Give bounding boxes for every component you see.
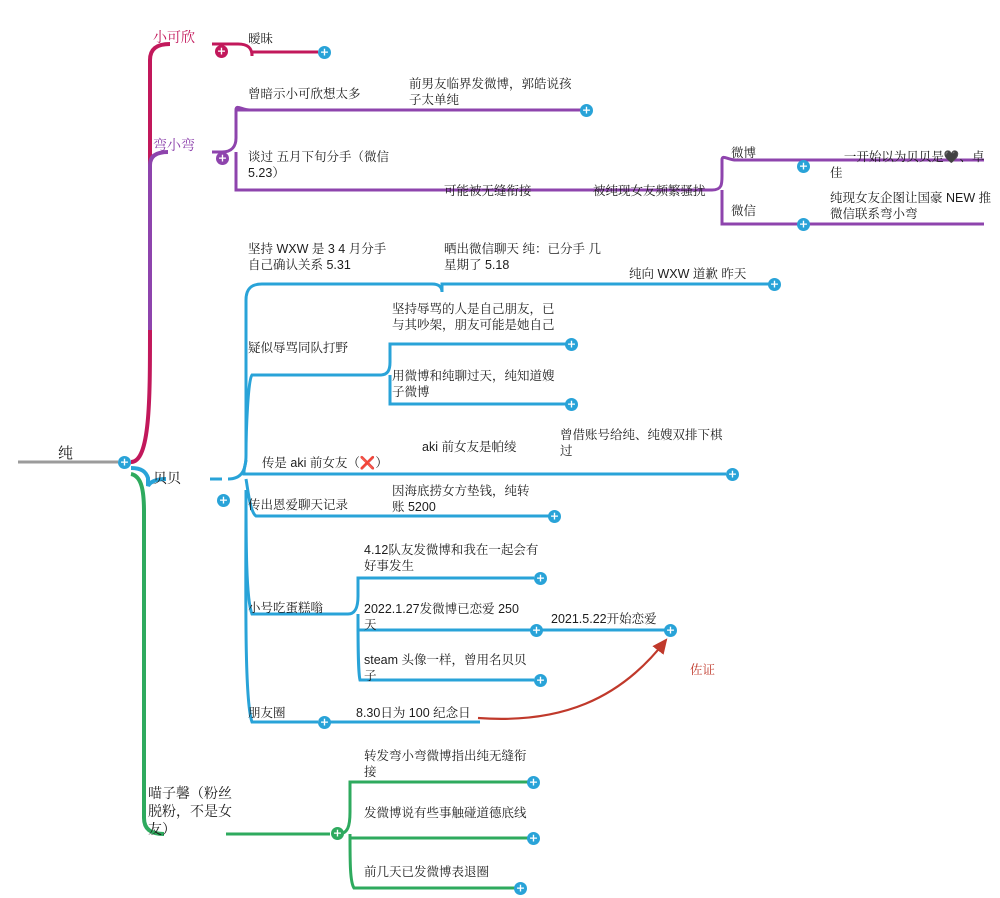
node-teammate-weibo-412[interactable]: 4.12队友发微博和我在一起会有好事发生 — [364, 543, 539, 573]
node-apology-wxw[interactable]: 纯向 WXW 道歉 昨天 — [629, 267, 747, 281]
node-weibo-250days[interactable]: 2022.1.27发微博已恋爱 250 天 — [364, 602, 523, 632]
node-toggle-haidilao-5200[interactable]: + — [549, 509, 560, 523]
node-toggle-steam-avatar[interactable]: + — [535, 673, 546, 687]
node-root[interactable]: 纯 — [58, 445, 74, 462]
node-toggle-quit-circle[interactable]: + — [515, 881, 526, 895]
node-ex-weibo-guohao[interactable]: 前男友临界发微博，郭皓说孩子太单纯 — [409, 77, 572, 107]
node-thought-beibei[interactable] — [830, 133, 990, 197]
node-quit-circle[interactable]: 前几天已发微博表退圈 — [364, 865, 490, 879]
node-lent-account[interactable]: 曾借账号给纯、纯嫂双排下棋过 — [560, 428, 723, 458]
node-wechat[interactable]: 微信 — [731, 204, 757, 218]
node-toggle-weibo[interactable]: + — [798, 159, 809, 173]
node-xiaokexin[interactable]: 小可欣 — [153, 29, 195, 45]
node-toggle-teammate-weibo-412[interactable]: + — [535, 571, 546, 585]
node-aki-ex-rumor[interactable] — [248, 439, 388, 487]
node-toggle-wanxiaowan[interactable]: + — [217, 151, 228, 165]
node-toggle-weibo-chat[interactable]: + — [566, 397, 577, 411]
node-contact-via-guohao[interactable]: 纯现女友企图让国豪 NEW 推微信联系弯小弯 — [830, 191, 992, 221]
node-toggle-lent-account[interactable]: + — [727, 467, 738, 481]
node-breakup-may[interactable]: 谈过 五月下旬分手（微信 5.23） — [248, 150, 393, 180]
node-aimei[interactable]: 暧昧 — [248, 32, 274, 46]
node-suspected-insult[interactable]: 疑似辱骂同队打野 — [248, 341, 349, 355]
node-thought-beibei-label: 一开始以为贝贝是🖤、卓佳 — [830, 150, 985, 180]
node-toggle-xiaokexin[interactable]: + — [216, 44, 227, 58]
node-toggle-wechat[interactable]: + — [798, 217, 809, 231]
node-toggle-weibo-250days[interactable]: + — [531, 623, 542, 637]
node-miaozixin[interactable]: 喵子馨（粉丝脱粉，不是女友） — [148, 785, 232, 837]
node-moral-bottomline[interactable]: 发微博说有些事触碰道德底线 — [364, 806, 527, 820]
node-toggle-apology-wxw[interactable]: + — [769, 277, 780, 291]
node-aki-ex-real[interactable]: aki 前女友是帕绫 — [422, 440, 517, 454]
node-moments[interactable]: 朋友圈 — [248, 706, 286, 720]
node-relationship-start-date[interactable]: 2021.5.22开始恋爱 — [551, 612, 657, 626]
annotation-evidence: 佐证 — [690, 663, 716, 677]
node-toggle-beibei[interactable]: + — [218, 493, 229, 507]
node-friend-claim[interactable]: 坚持辱骂的人是自己朋友，已与其吵架，朋友可能是她自己 — [392, 302, 555, 332]
node-weibo[interactable]: 微博 — [731, 146, 757, 160]
node-seamless[interactable]: 可能被无缝衔接 — [444, 184, 532, 198]
node-alt-account-cake[interactable]: 小号吃蛋糕嗡 — [248, 601, 324, 615]
node-toggle-miaozixin[interactable]: + — [332, 826, 343, 840]
node-830-anniversary[interactable]: 8.30日为 100 纪念日 — [356, 706, 471, 720]
node-toggle-moments[interactable]: + — [319, 715, 330, 729]
node-toggle-friend-claim[interactable]: + — [566, 337, 577, 351]
node-toggle-root[interactable]: + — [119, 455, 130, 469]
node-toggle-ex-weibo-guohao[interactable]: + — [581, 103, 592, 117]
node-wxw-breakup-claim[interactable]: 坚持 WXW 是 3 4 月分手 自己确认关系 5.31 — [248, 242, 390, 272]
node-toggle-aimei[interactable]: + — [319, 45, 330, 59]
node-aki-ex-rumor-label: 传是 aki 前女友（❌） — [261, 456, 388, 470]
node-beibei[interactable]: 贝贝 — [153, 470, 181, 486]
node-hint-overthink[interactable]: 曾暗示小可欣想太多 — [248, 87, 361, 101]
node-toggle-moral-bottomline[interactable]: + — [528, 831, 539, 845]
node-steam-avatar[interactable]: steam 头像一样，曾用名贝贝子 — [364, 653, 527, 683]
node-chat-screenshot[interactable]: 晒出微信聊天 纯：已分手 几星期了 5.18 — [444, 242, 601, 272]
node-haidilao-5200[interactable]: 因海底捞女方垫钱，纯转账 5200 — [392, 484, 530, 514]
node-love-chatlog[interactable]: 传出恩爱聊天记录 — [248, 498, 349, 512]
node-toggle-repost-wanxiaowan[interactable]: + — [528, 775, 539, 789]
node-harassed[interactable]: 被纯现女友频繁骚扰 — [593, 184, 706, 198]
node-weibo-chat[interactable]: 用微博和纯聊过天，纯知道嫂子微博 — [392, 369, 555, 399]
node-wanxiaowan[interactable]: 弯小弯 — [153, 137, 195, 153]
node-repost-wanxiaowan[interactable]: 转发弯小弯微博指出纯无缝衔接 — [364, 749, 527, 779]
node-toggle-relationship-start-date[interactable]: + — [665, 623, 676, 637]
